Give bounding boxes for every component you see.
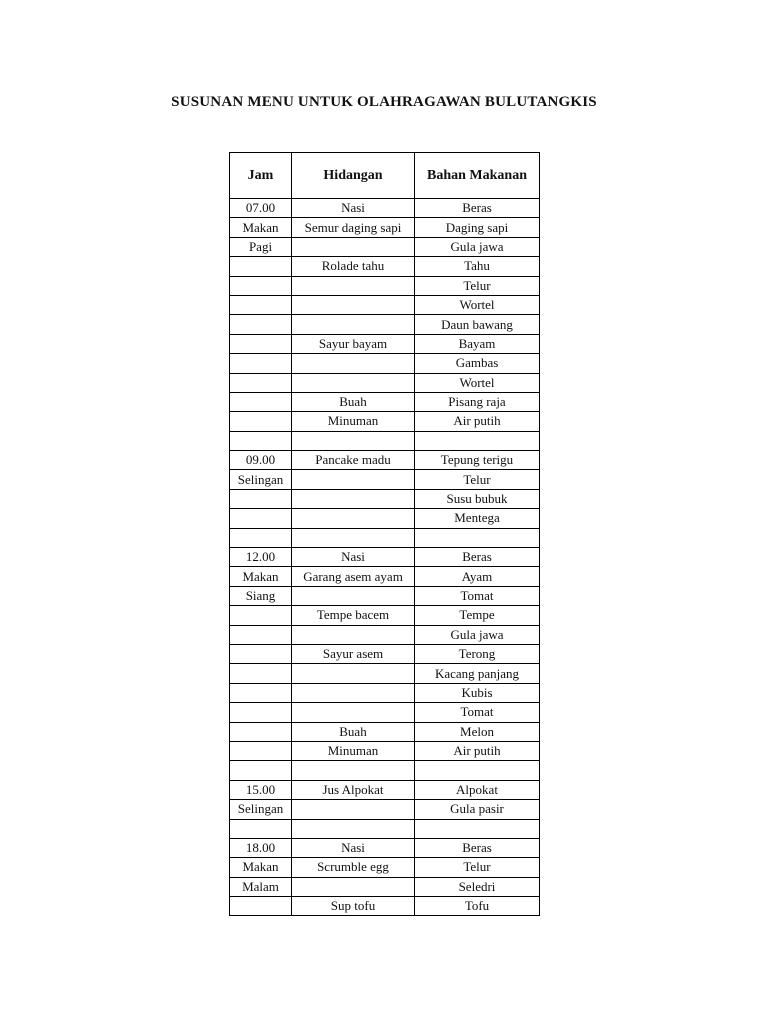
cell-hidangan — [292, 528, 415, 547]
cell-jam — [230, 431, 292, 450]
cell-bahan-makanan: Air putih — [415, 412, 540, 431]
table-row — [230, 722, 540, 741]
cell-hidangan — [292, 315, 415, 334]
table-row — [230, 431, 540, 450]
cell-hidangan — [292, 373, 415, 392]
cell-bahan-makanan — [415, 431, 540, 450]
cell-hidangan: Buah — [292, 722, 415, 741]
cell-jam — [230, 741, 292, 760]
cell-jam — [230, 354, 292, 373]
cell-jam — [230, 722, 292, 741]
table-row — [230, 354, 540, 373]
header-hidangan: Hidangan — [292, 153, 415, 199]
cell-bahan-makanan: Tempe — [415, 606, 540, 625]
cell-hidangan — [292, 800, 415, 819]
cell-bahan-makanan: Air putih — [415, 741, 540, 760]
cell-hidangan — [292, 237, 415, 256]
cell-jam: Makan — [230, 218, 292, 237]
cell-bahan-makanan: Tofu — [415, 897, 540, 916]
cell-hidangan — [292, 761, 415, 780]
cell-bahan-makanan: Kacang panjang — [415, 664, 540, 683]
table-row — [230, 625, 540, 644]
cell-hidangan — [292, 354, 415, 373]
cell-bahan-makanan: Beras — [415, 548, 540, 567]
cell-jam — [230, 257, 292, 276]
cell-hidangan — [292, 703, 415, 722]
cell-jam: Makan — [230, 567, 292, 586]
table-row — [230, 199, 540, 218]
cell-hidangan — [292, 625, 415, 644]
cell-bahan-makanan: Mentega — [415, 509, 540, 528]
cell-jam: Pagi — [230, 237, 292, 256]
cell-bahan-makanan: Tomat — [415, 703, 540, 722]
table-row — [230, 761, 540, 780]
table-row — [230, 218, 540, 237]
cell-hidangan: Tempe bacem — [292, 606, 415, 625]
menu-table — [229, 152, 540, 916]
table-row — [230, 548, 540, 567]
cell-hidangan: Nasi — [292, 548, 415, 567]
cell-bahan-makanan: Telur — [415, 276, 540, 295]
cell-hidangan: Minuman — [292, 741, 415, 760]
table-row — [230, 373, 540, 392]
cell-bahan-makanan: Bayam — [415, 334, 540, 353]
cell-bahan-makanan: Alpokat — [415, 780, 540, 799]
cell-hidangan — [292, 470, 415, 489]
table-row — [230, 489, 540, 508]
header-jam: Jam — [230, 153, 292, 199]
table-row — [230, 257, 540, 276]
table-row — [230, 295, 540, 314]
cell-bahan-makanan: Ayam — [415, 567, 540, 586]
cell-hidangan: Semur daging sapi — [292, 218, 415, 237]
cell-hidangan: Sayur asem — [292, 644, 415, 663]
cell-bahan-makanan — [415, 761, 540, 780]
table-row — [230, 606, 540, 625]
table-row — [230, 392, 540, 411]
table-row — [230, 567, 540, 586]
cell-hidangan — [292, 489, 415, 508]
cell-bahan-makanan: Terong — [415, 644, 540, 663]
cell-jam: Selingan — [230, 470, 292, 489]
cell-bahan-makanan: Melon — [415, 722, 540, 741]
cell-hidangan — [292, 431, 415, 450]
cell-bahan-makanan: Daging sapi — [415, 218, 540, 237]
cell-hidangan: Nasi — [292, 199, 415, 218]
table-row — [230, 470, 540, 489]
cell-hidangan: Garang asem ayam — [292, 567, 415, 586]
cell-bahan-makanan — [415, 528, 540, 547]
table-row — [230, 237, 540, 256]
cell-jam: 09.00 — [230, 451, 292, 470]
table-row — [230, 877, 540, 896]
cell-hidangan — [292, 295, 415, 314]
cell-jam — [230, 819, 292, 838]
header-bahan-makanan: Bahan Makanan — [415, 153, 540, 199]
cell-bahan-makanan: Gula pasir — [415, 800, 540, 819]
cell-hidangan: Nasi — [292, 838, 415, 857]
cell-hidangan — [292, 276, 415, 295]
table-row — [230, 858, 540, 877]
table-row — [230, 741, 540, 760]
cell-bahan-makanan: Susu bubuk — [415, 489, 540, 508]
cell-jam — [230, 334, 292, 353]
table-row — [230, 644, 540, 663]
table-row — [230, 451, 540, 470]
cell-hidangan — [292, 586, 415, 605]
cell-jam: 12.00 — [230, 548, 292, 567]
cell-bahan-makanan: Tepung terigu — [415, 451, 540, 470]
cell-jam — [230, 295, 292, 314]
cell-bahan-makanan: Telur — [415, 858, 540, 877]
cell-hidangan: Scrumble egg — [292, 858, 415, 877]
table-row — [230, 838, 540, 857]
cell-bahan-makanan: Tomat — [415, 586, 540, 605]
table-row — [230, 509, 540, 528]
cell-hidangan — [292, 819, 415, 838]
cell-bahan-makanan: Wortel — [415, 295, 540, 314]
cell-jam — [230, 703, 292, 722]
table-row — [230, 276, 540, 295]
cell-hidangan: Sayur bayam — [292, 334, 415, 353]
cell-jam — [230, 315, 292, 334]
cell-hidangan: Sup tofu — [292, 897, 415, 916]
table-row — [230, 703, 540, 722]
cell-hidangan — [292, 509, 415, 528]
table-row — [230, 683, 540, 702]
cell-jam: Siang — [230, 586, 292, 605]
cell-bahan-makanan: Gula jawa — [415, 625, 540, 644]
cell-jam — [230, 761, 292, 780]
cell-hidangan: Jus Alpokat — [292, 780, 415, 799]
table-row — [230, 412, 540, 431]
table-row — [230, 334, 540, 353]
cell-hidangan — [292, 683, 415, 702]
table-body — [230, 199, 540, 916]
cell-bahan-makanan: Telur — [415, 470, 540, 489]
cell-jam: Malam — [230, 877, 292, 896]
cell-jam: 18.00 — [230, 838, 292, 857]
cell-jam: Makan — [230, 858, 292, 877]
cell-jam — [230, 489, 292, 508]
table-row — [230, 315, 540, 334]
cell-jam — [230, 509, 292, 528]
cell-jam — [230, 644, 292, 663]
cell-bahan-makanan: Gambas — [415, 354, 540, 373]
cell-jam — [230, 625, 292, 644]
cell-bahan-makanan: Beras — [415, 199, 540, 218]
cell-bahan-makanan: Pisang raja — [415, 392, 540, 411]
cell-jam: 15.00 — [230, 780, 292, 799]
cell-jam — [230, 528, 292, 547]
cell-bahan-makanan: Tahu — [415, 257, 540, 276]
cell-hidangan: Buah — [292, 392, 415, 411]
cell-jam — [230, 606, 292, 625]
cell-jam: Selingan — [230, 800, 292, 819]
cell-bahan-makanan: Kubis — [415, 683, 540, 702]
table-row — [230, 528, 540, 547]
cell-hidangan: Pancake madu — [292, 451, 415, 470]
cell-bahan-makanan: Wortel — [415, 373, 540, 392]
cell-jam — [230, 373, 292, 392]
table-header-row — [230, 153, 540, 199]
cell-bahan-makanan: Gula jawa — [415, 237, 540, 256]
table-row — [230, 586, 540, 605]
cell-hidangan: Minuman — [292, 412, 415, 431]
table-row — [230, 897, 540, 916]
cell-jam — [230, 276, 292, 295]
table-row — [230, 800, 540, 819]
cell-jam — [230, 683, 292, 702]
cell-bahan-makanan: Beras — [415, 838, 540, 857]
cell-hidangan — [292, 877, 415, 896]
cell-hidangan: Rolade tahu — [292, 257, 415, 276]
table-row — [230, 780, 540, 799]
table-row — [230, 664, 540, 683]
cell-bahan-makanan: Daun bawang — [415, 315, 540, 334]
cell-jam — [230, 664, 292, 683]
cell-jam — [230, 412, 292, 431]
table-row — [230, 819, 540, 838]
cell-jam — [230, 392, 292, 411]
cell-jam: 07.00 — [230, 199, 292, 218]
cell-bahan-makanan — [415, 819, 540, 838]
document-title: SUSUNAN MENU UNTUK OLAHRAGAWAN BULUTANGKIS — [171, 94, 597, 110]
cell-hidangan — [292, 664, 415, 683]
cell-jam — [230, 897, 292, 916]
cell-bahan-makanan: Seledri — [415, 877, 540, 896]
